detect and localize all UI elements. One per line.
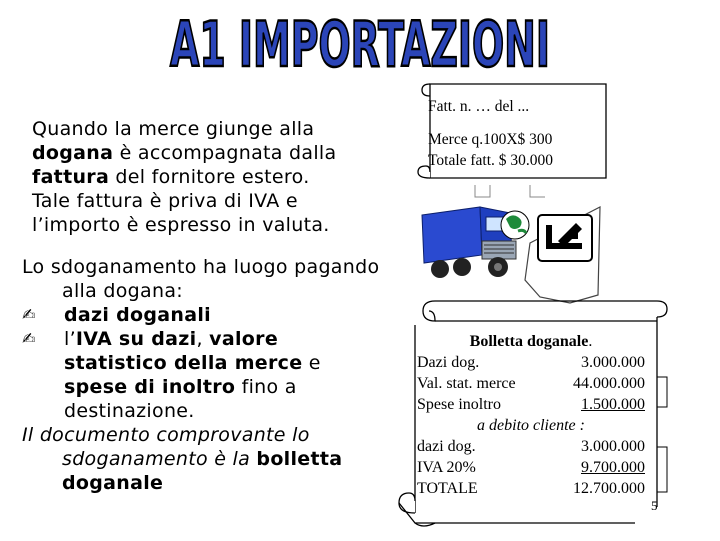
bolletta-content <box>417 331 645 499</box>
invoice-text <box>428 96 608 171</box>
intro-keyword: dogana <box>32 142 114 164</box>
bolletta-title: Bolletta doganale. <box>469 333 593 350</box>
bullet-item: ✍ l’IVA su dazi, valore statistico della merce e spese di inoltro fino a destinazione. <box>22 328 321 422</box>
bolletta-row: Spese inoltro 1.500.000 <box>417 396 645 413</box>
intro-keyword: fattura <box>32 166 110 188</box>
invoice-line: Fatt. n. … del ... <box>428 98 530 115</box>
bullet-item: ✍ dazi doganali <box>22 304 211 326</box>
page-title-text: A1 IMPORTAZIONI <box>170 8 550 78</box>
body-text <box>22 255 382 495</box>
intro-line: Tale fattura è priva di IVA e <box>32 190 298 212</box>
writing-hand-icon: ✍ <box>22 329 36 348</box>
bolletta-row: dazi dog. 3.000.000 <box>417 438 645 455</box>
bolletta-total-row: TOTALE 12.700.000 <box>417 480 645 497</box>
intro-line: Quando la merce giunge alla <box>32 118 315 140</box>
invoice-line: Totale fatt. $ 30.000 <box>428 152 554 169</box>
bolletta-row: Dazi dog. 3.000.000 <box>417 354 645 371</box>
page-number: 5 <box>651 498 658 513</box>
writing-hand-icon: ✍ <box>22 305 36 324</box>
truck-customs-clipart <box>420 185 610 310</box>
truck-icon <box>422 207 516 278</box>
intro-line: dogana è accompagnata dalla <box>32 142 337 164</box>
intro-line: l’importo è espresso in valuta. <box>32 214 330 236</box>
bolletta-row: IVA 20% 9.700.000 <box>417 459 645 476</box>
page-title <box>150 8 570 78</box>
intro-paragraph <box>32 117 392 237</box>
bolletta-row: Val. stat. merce 44.000.000 <box>417 375 645 392</box>
invoice-line: Merce q.100X$ 300 <box>428 131 553 148</box>
globe-icon <box>501 211 529 239</box>
body-paragraph: Il documento comprovante lo sdoganamento è la bolletta doganale <box>22 424 343 494</box>
customs-sign-icon <box>538 215 592 261</box>
bolletta-subtitle: a debito cliente : <box>477 417 585 434</box>
body-paragraph: Lo sdoganamento ha luogo pagando alla dogana: <box>22 256 380 302</box>
intro-line: fattura del fornitore estero. <box>32 166 310 188</box>
